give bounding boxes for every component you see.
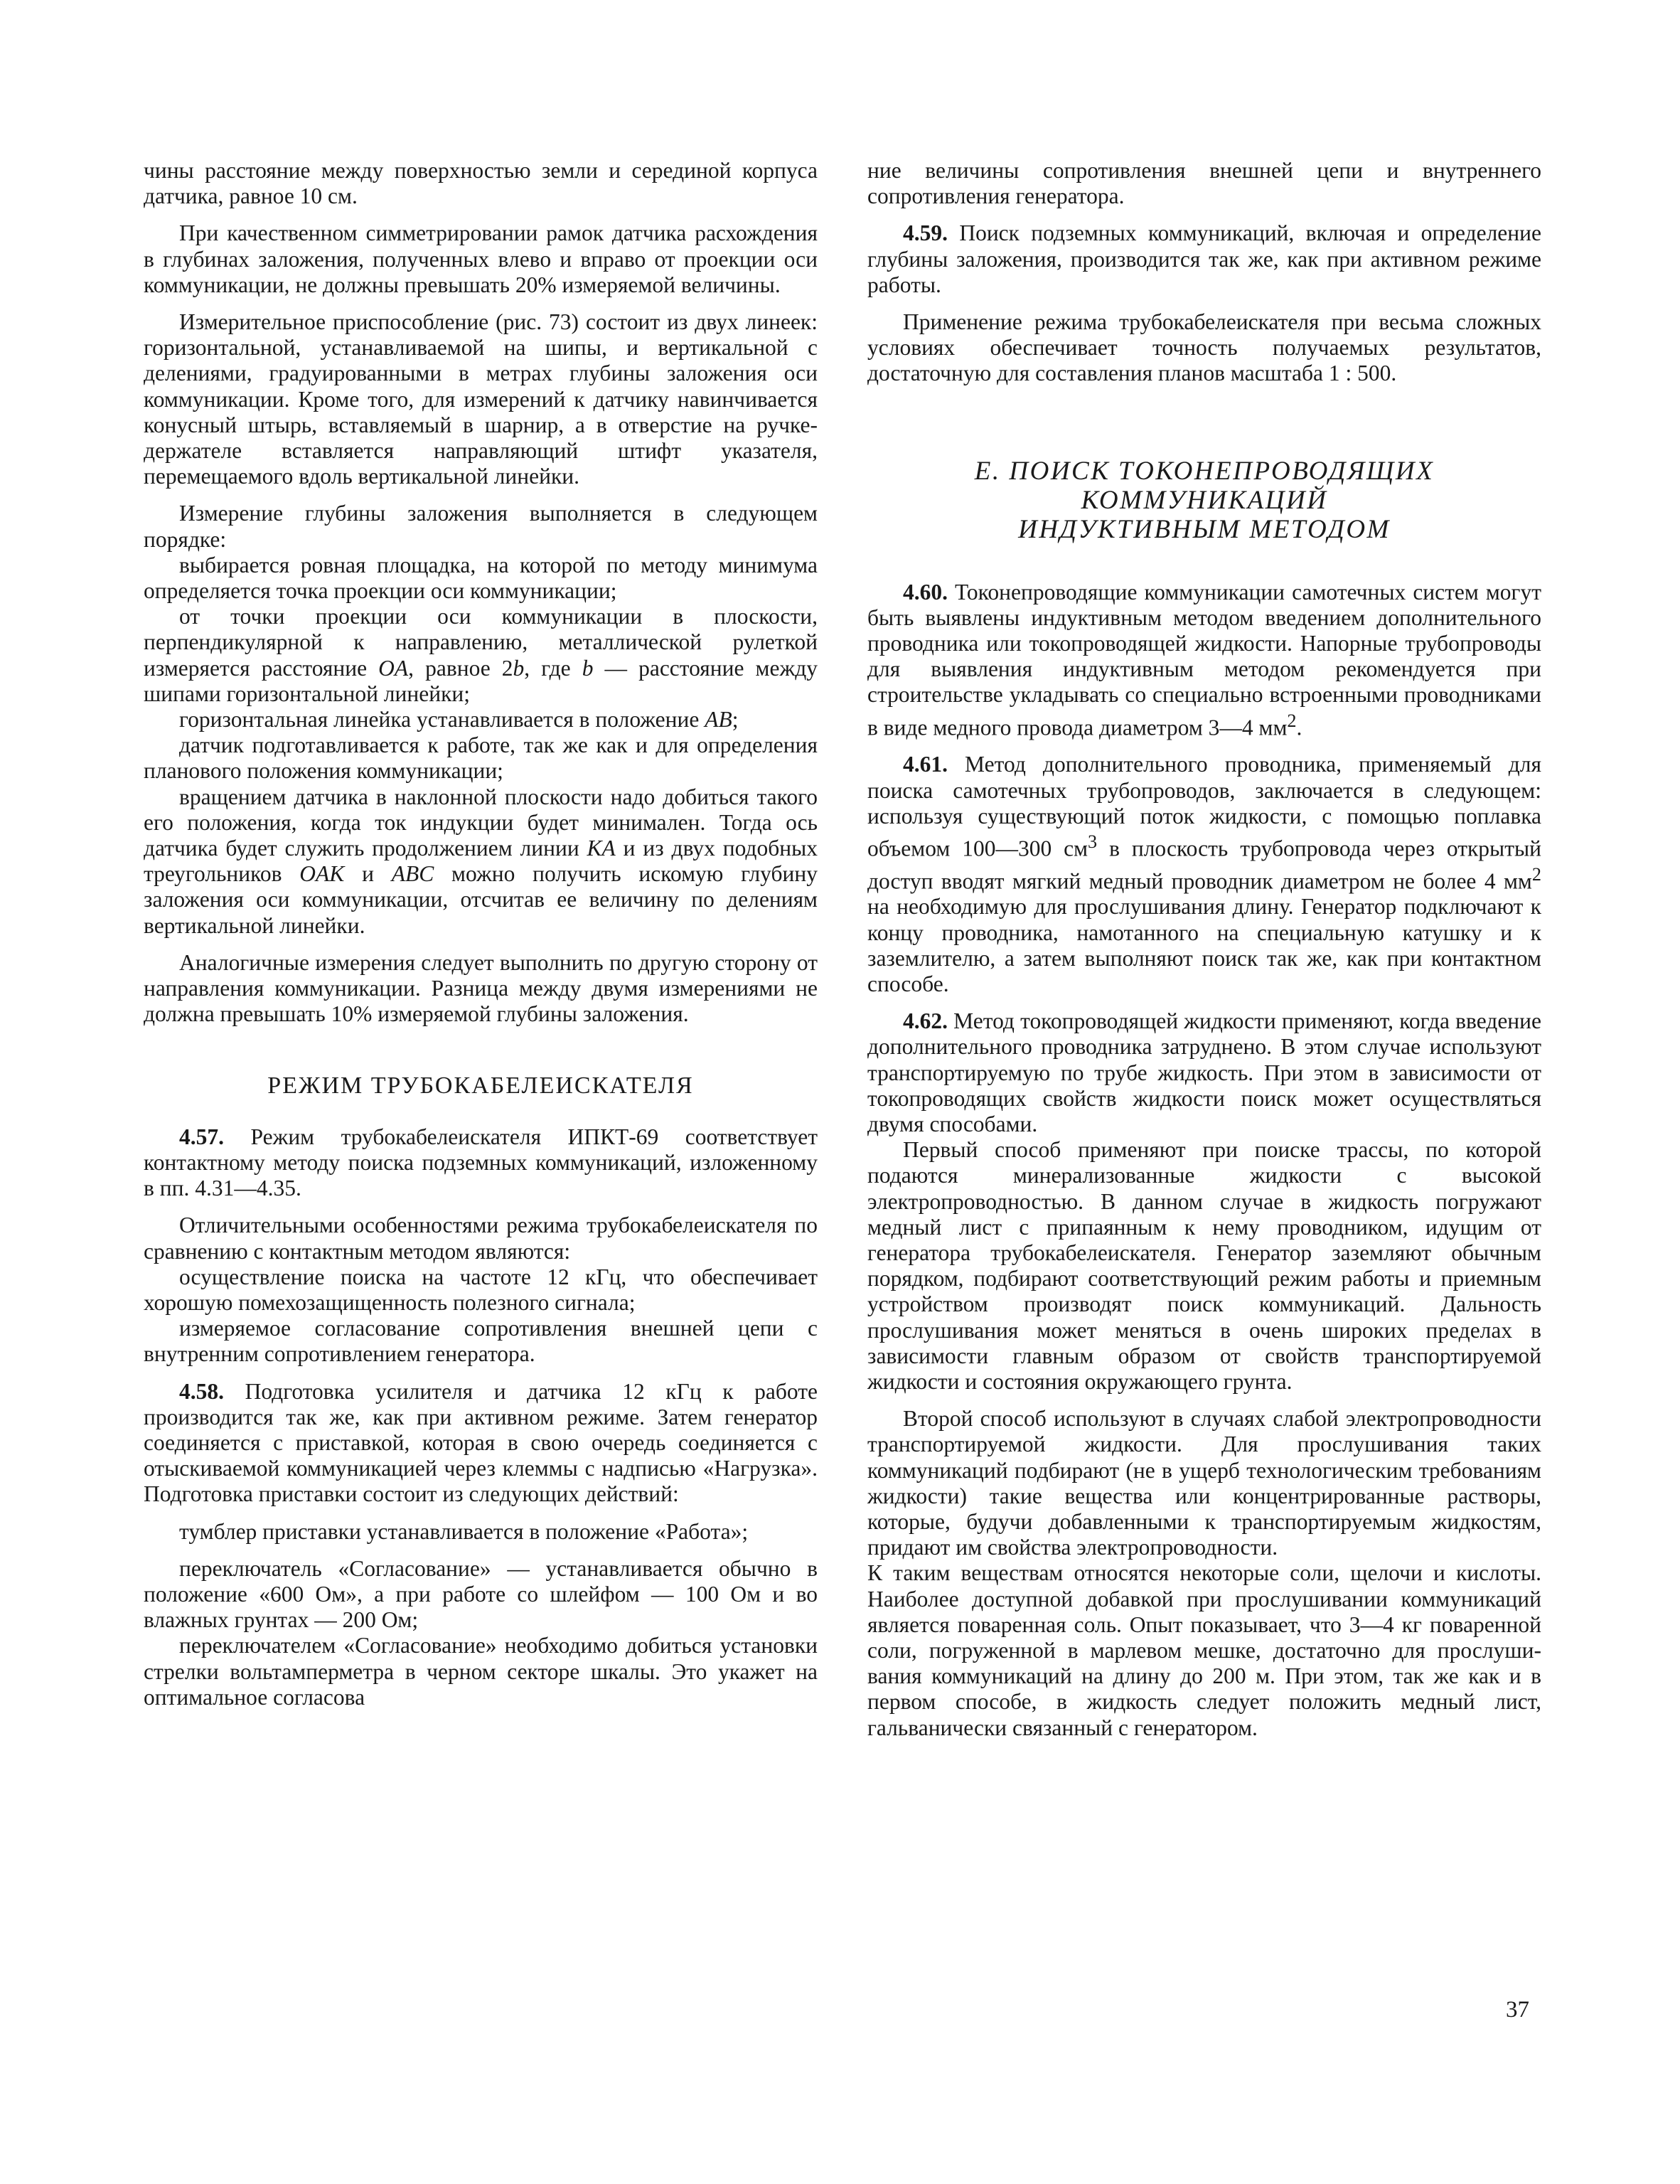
right-paragraph-substances: К таким веществам относятся некоторые соли, щелочи и кислоты. Наиболее доступной добавкой при прослушивании коммуникаций является поваренная соль. Опыт показывает, что 3—4 кг поваренной соли, погруженной в марлевом мешке, достаточно для прослушивания коммуникаций на длину до 200 м. При этом, так же как и в первом способе, в жидкость следует положить медный лист, гальванически связанный с генератором. (867, 1560, 1541, 1740)
right-paragraph-3: Применение режима трубокабелеискателя при весьма сложных условиях обеспечивает точность получаемых результатов, достаточную для составления планов масштаба 1 : 500. (867, 309, 1541, 386)
left-paragraph-12: Отличительными особенностями режима трубокабелеискателя по сравнению с контактным методом являются: (144, 1213, 818, 1264)
right-paragraph-first-method: Первый способ применяют при поиске трассы, по которой подаются минерализованные жидкости с высокой электропроводностью. В данном случае в жидкость погружают медный лист с припаянным к нему проводником, идущим от генератора трубокабелеискателя. Генератор заземляют обычным порядком, подбирают соответствующий режим работы и приемным устройством производят поиск коммуникаций. Дальность прослушивания может меняться в очень широких пределах в зависимости главным образом от свойств транспортируемой жидкости и состояния окружающего грунта. (867, 1137, 1541, 1395)
left-list-item-6: осуществление поиска на частоте 12 кГц, что обеспечивает хорошую помехозащищенность полезного сигнала; (144, 1264, 818, 1315)
right-paragraph-459: 4.59. Поиск подземных коммуникаций, включая и определение глубины заложения, производится так же, как при активном режиме работы. (867, 220, 1541, 297)
left-list-item-2: от точки проекции оси коммуникации в плоскости, перпендикулярной к направлению, металлической рулеткой измеряется расстояние OA, равное 2b, где b — расстояние между шипами горизонтальной линейки; (144, 604, 818, 706)
left-list-item-4: датчик подготавливается к работе, так же как и для определения планового положения коммуникации; (144, 733, 818, 784)
right-paragraph-second-method: Второй способ используют в случаях слабой электропроводности транспортируемой жидкости. Для прослушивания таких коммуникаций подбирают (не в ущерб технологическим требованиям жидкости) такие вещества или концентрированные растворы, которые, будучи добавленными к транспортируемым жидкостям, придают им свойства электропроводности. (867, 1406, 1541, 1560)
left-list-item-3: горизонтальная линейка устанавливается в положение AB; (179, 707, 739, 733)
page-number: 37 (1506, 1997, 1529, 2023)
heading-line-2: КОММУНИКАЦИЙ (1081, 485, 1328, 515)
right-paragraph-461: 4.61. Метод дополнительного проводника, применяемый для поиска самотечных трубопроводов, заключается в следующем: используя существующий поток жидкости, с помощью поплавка объемом 100—300 $см^3$ в плоскость трубопровода через открытый доступ вводят мягкий медный проводник диаметром не более 4 $мм^2$ на необходимую для прослушивания длину. Генератор подключают к концу проводника, намотанного на специальную катушку и к заземлителю, а затем выполняют поиск так же, как при контактном способе. (867, 752, 1541, 996)
left-paragraph-1: чины расстояние между поверхностью земли и серединой корпуса датчика, равное 10 см. (144, 158, 818, 209)
left-paragraph-458: 4.58. Подготовка усилителя и датчика 12 кГц к работе производится так же, как при активном режиме. Затем генератор соединяется с приставкой, которая в свою очередь соединяется с отыскиваемой коммуникацией через клеммы с надписью «Нагрузка». Подготовка приставки состоит из следующих действий: (144, 1378, 818, 1507)
right-paragraph-462: 4.62. Метод токопроводящей жидкости применяют, когда введение дополнительного проводника затруднено. В этом случае используют транспортируемую по трубе жидкость. При этом в зависимости от токопроводящих свойств жидкости поиск может осуществляться двумя способами. (867, 1008, 1541, 1136)
left-paragraph-2: При качественном симметрировании рамок датчика расхождения в глубинах заложения, полученных влево и вправо от проекции оси коммуникации, не должны превышать 20% измеряемой величины. (144, 220, 818, 297)
left-list-item-7: измеряемое согласование сопротивления внешней цепи с внутренним сопротивлением генератора. (144, 1316, 818, 1367)
heading-line-3: ИНДУКТИВНЫМ МЕТОДОМ (1018, 514, 1391, 544)
left-paragraph-10: Аналогичные измерения следует выполнить по другую сторону от направления коммуникации. Разница между двумя измерениями не должна превышать 10% измеряемой глубины заложения. (144, 949, 818, 1027)
heading-line-1: Е. ПОИСК ТОКОНЕПРОВОДЯЩИХ (974, 456, 1435, 486)
section-heading-tube-cable-finder: РЕЖИМ ТРУБОКАБЕЛЕИСКАТЕЛЯ (267, 1072, 694, 1099)
left-paragraph-457: 4.57. Режим трубокабелеискателя ИПКТ-69 соответствует контактному методу поиска подземных коммуникаций, изложенному в пп. 4.31—4.35. (144, 1124, 818, 1201)
left-paragraph-4: Измерение глубины заложения выполняется в следующем порядке: (144, 501, 818, 552)
left-list-item-1: выбирается ровная площадка, на которой по методу минимума определяется точка проекции оси коммуникации; (144, 552, 818, 604)
left-column (144, 158, 818, 1710)
right-paragraph-460: 4.60. Токонепроводящие коммуникации самотечных систем могут быть выявлены индуктивным методом введением дополнительного проводника или токопроводящей жидкости. Напорные трубопроводы для выявления индуктивным методом рекомендуется при строительстве укладывать со специально встроенными проводниками в виде медного провода диаметром 3—4 $мм^2$. (867, 579, 1541, 740)
right-paragraph-1: ние величины сопротивления внешней цепи и внутреннего сопротивления генератора. (867, 158, 1541, 209)
left-list-item-8: тумблер приставки устанавливается в положение «Работа»; (179, 1518, 749, 1544)
left-list-item-5: вращением датчика в наклонной плоскости надо добиться такого его положения, когда ток индукции будет минимален. Тогда ось датчика будет служить продолжением линии KA и из двух подобных треугольников OAK и ABC можно получить искомую глубину заложения оси коммуникации, отсчитав ее величину по делениям вертикальной линейки. (144, 784, 818, 938)
section-heading-inductive-method (867, 457, 1541, 544)
right-column (867, 158, 1541, 1752)
left-paragraph-3: Измерительное приспособление (рис. 73) состоит из двух линеек: горизонтальной, устанавливаемой на шипы, и вертикальной с делениями, градуированными в метрах глубины заложения оси коммуникации. Кроме того, для измерений к датчику навинчивается конусный штырь, вставляемый в шарнир, а в отверстие на ручкедержателе вставляется направляющий штифт указателя, перемещаемого вдоль вертикальной линейки. (144, 309, 818, 489)
left-list-item-10: переключателем «Согласование» необходимо добиться установки стрелки вольтамперметра в черном секторе шкалы. Это укажет на оптимальное согласова (144, 1633, 818, 1710)
left-list-item-9: переключатель «Согласование» — устанавливается обычно в положение «600 Ом», а при работе со шлейфом — 100 Ом и во влажных грунтах — 200 Ом; (144, 1555, 818, 1633)
